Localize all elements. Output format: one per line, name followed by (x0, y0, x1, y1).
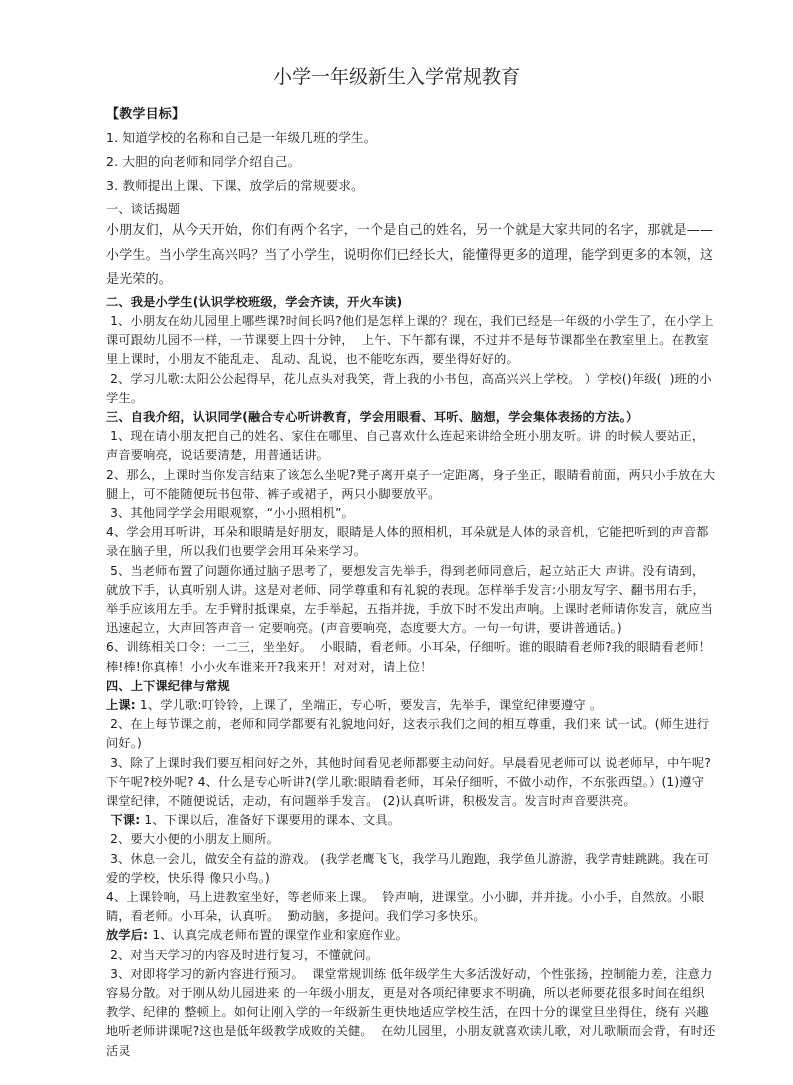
paragraph: 2、要大小便的小朋友上厕所。 (106, 832, 280, 847)
paragraph: 1、小朋友在幼儿园里上哪些课?时间长吗?他们是怎样上课的？现在，我们已经是一年级的小学生了，在小学上课可跟幼儿园不一样，一节课要上四十分钟， 上午、下午都有课，不过并不是每节课都坐在教室里上。在教室里上课时，小朋友不能乱走、 乱动、乱说，也不能吃东西，要坐得好好的。 (106, 313, 714, 367)
paragraph: 4、学会用耳听讲，耳朵和眼睛是好朋友，眼睛是人体的照相机，耳朵就是人体的录音机，它能把听到的声音都录在脑子里，所以我们也要学会用耳朵来学习。 (106, 525, 709, 559)
document-body (106, 103, 716, 1061)
objective-item: 3. 教师提出上课、下课、放学后的常规要求。 (106, 178, 364, 193)
paragraph: 4、上课铃响，马上进教室坐好，等老师来上课。 铃声响，进课堂。小小脚，并并拢。小小手，自然放。小眼睛，看老师。小耳朵，认真听。 勤动脑，多提问。我们学习多快乐。 (106, 890, 705, 924)
objectives-list (106, 126, 716, 198)
paragraph-text: 1、认真完成老师布置的课堂作业和家庭作业。 (148, 928, 409, 943)
objective-item: 1. 知道学校的名称和自己是一年级几班的学生。 (106, 130, 377, 145)
paragraph: 3、除了上课时我们要互相问好之外，其他时间看见老师都要主动问好。早晨看见老师可以 说老师早，中午呢?下午呢?校外呢? 4、什么是专心听讲?(学儿歌:眼睛看老师，耳朵仔细听，不做小动作，不东张西望。）(1)遵守课堂纪律，不随便说话，走动，有问题举手发言。 (2)认真听讲，积极发言。发言时声音要洪亮。 (106, 755, 711, 808)
paragraph: 3、其他同学学会用眼观察，“小小照相机”。 (106, 505, 355, 520)
objective-item: 2. 大胆的向老师和同学介绍自己。 (106, 154, 301, 169)
label-after-school: 放学后: (106, 928, 149, 943)
paragraph: 1、现在请小朋友把自己的姓名、家住在哪里、自己喜欢什么连起来讲给全班小朋友听。讲 的时候人要站正，声音要响亮，说话要清楚，用普通话讲。 (106, 429, 705, 463)
paragraph: 5、当老师布置了问题你通过脑子思考了，要想发言先举手，得到老师同意后，起立站正大 声讲。没有请到，就放下手，认真听别人讲。这是对老师、同学尊重和有礼貌的表现。怎样举手发言:小朋友写字、翻书用右手，举手应该用左手。左手臂肘抵课桌，左手举起，五指并拢，手放下时不发出声响。上课时老师请你发言，就应当迅速起立，大声回答声音一 定要响亮。(声音要响亮，态度要大方。一句一句讲，要讲普通话。) (106, 563, 713, 636)
document-title: 小学一年级新生入学常规教育 (272, 66, 520, 88)
paragraph: 2、学习儿歌:太阳公公起得早，花儿点头对我笑，背上我的小书包，高高兴兴上学校。 ）学校()年级( )班的小学生。 (106, 371, 712, 405)
section-heading: 二、我是小学生(认识学校班级，学会齐读，开火车读) (106, 294, 403, 309)
paragraph: 3、对即将学习的新内容进行预习。 课堂常规训练 低年级学生大多活泼好动，个性张扬，控制能力差，注意力容易分散。对于刚从幼儿园进来 的一年级小朋友，更是对各项纪律要求不明确，所以老师要花很多时间在组织教学、纪律的 整顿上。如何让刚入学的一年级新生更快地适应学校生活，在四十分的课堂旦坐得住，绕有 兴趣地听老师讲课呢?这也是低年级教学成败的关健。 在幼儿园里，小朋友就喜欢读儿歌，对儿歌顺而会背，有时还活灵 (106, 966, 716, 1058)
section-heading: 一、谈话揭题 (106, 202, 181, 216)
paragraph (106, 926, 716, 945)
paragraph-text: 1、学儿歌:叮铃铃，上课了，坐端正，专心听，要发言，先举手，课堂纪律要遵守 。 (135, 697, 603, 712)
paragraph: 3、休息一会儿，做安全有益的游戏。 (我学老鹰飞飞，我学马儿跑跑，我学鱼儿游游，我学青蛙跳跳。我在可爱的学校，快乐得 像只小鸟。) (106, 851, 710, 885)
label-after-class: 下课: (106, 813, 141, 828)
paragraph (106, 696, 716, 715)
paragraph (106, 811, 716, 830)
paragraph: 2、在上每节课之前，老师和同学都要有礼貌地问好，这表示我们之间的相互尊重，我们来 试一试。(师生进行问好。) (106, 717, 710, 751)
section-heading: 四、上下课纪律与常规 (106, 678, 230, 693)
paragraph: 2、那么，上课时当你发言结束了该怎么坐呢?凳子离开桌子一定距离，身子坐正，眼睛看前面，两只小手放在大腿上，可不能随便玩书包带、裤子或裙子，两只小脚要放平。 (106, 467, 716, 501)
paragraph: 小朋友们，从今天开始，你们有两个名字，一个是自己的姓名，另一个就是大家共同的名字，那就是——小学生。当小学生高兴吗？当了小学生，说明你们已经长大，能懂得更多的道理，能学到更多的本领，这是光荣的。 (106, 223, 714, 288)
objective-heading: 【教学目标】 (106, 107, 186, 122)
label-in-class: 上课: (106, 697, 136, 712)
section-heading: 三、自我介绍，认识同学(融合专心听讲教育，学会用眼看、耳听、脑想，学会集体表扬的方法。） (106, 409, 639, 424)
paragraph-text: 1、下课以后，准备好下课要用的课本、文具。 (140, 813, 401, 828)
paragraph: 6、训练相关口令：一二三，坐坐好。 小眼睛，看老师。小耳朵，仔细听。谁的眼睛看老师?我的眼睛看老师！棒!棒!你真棒！小小火车谁来开?我来开！对对对，请上位！ (106, 640, 711, 674)
paragraph: 2、对当天学习的内容及时进行复习，不懂就问。 (106, 947, 379, 962)
